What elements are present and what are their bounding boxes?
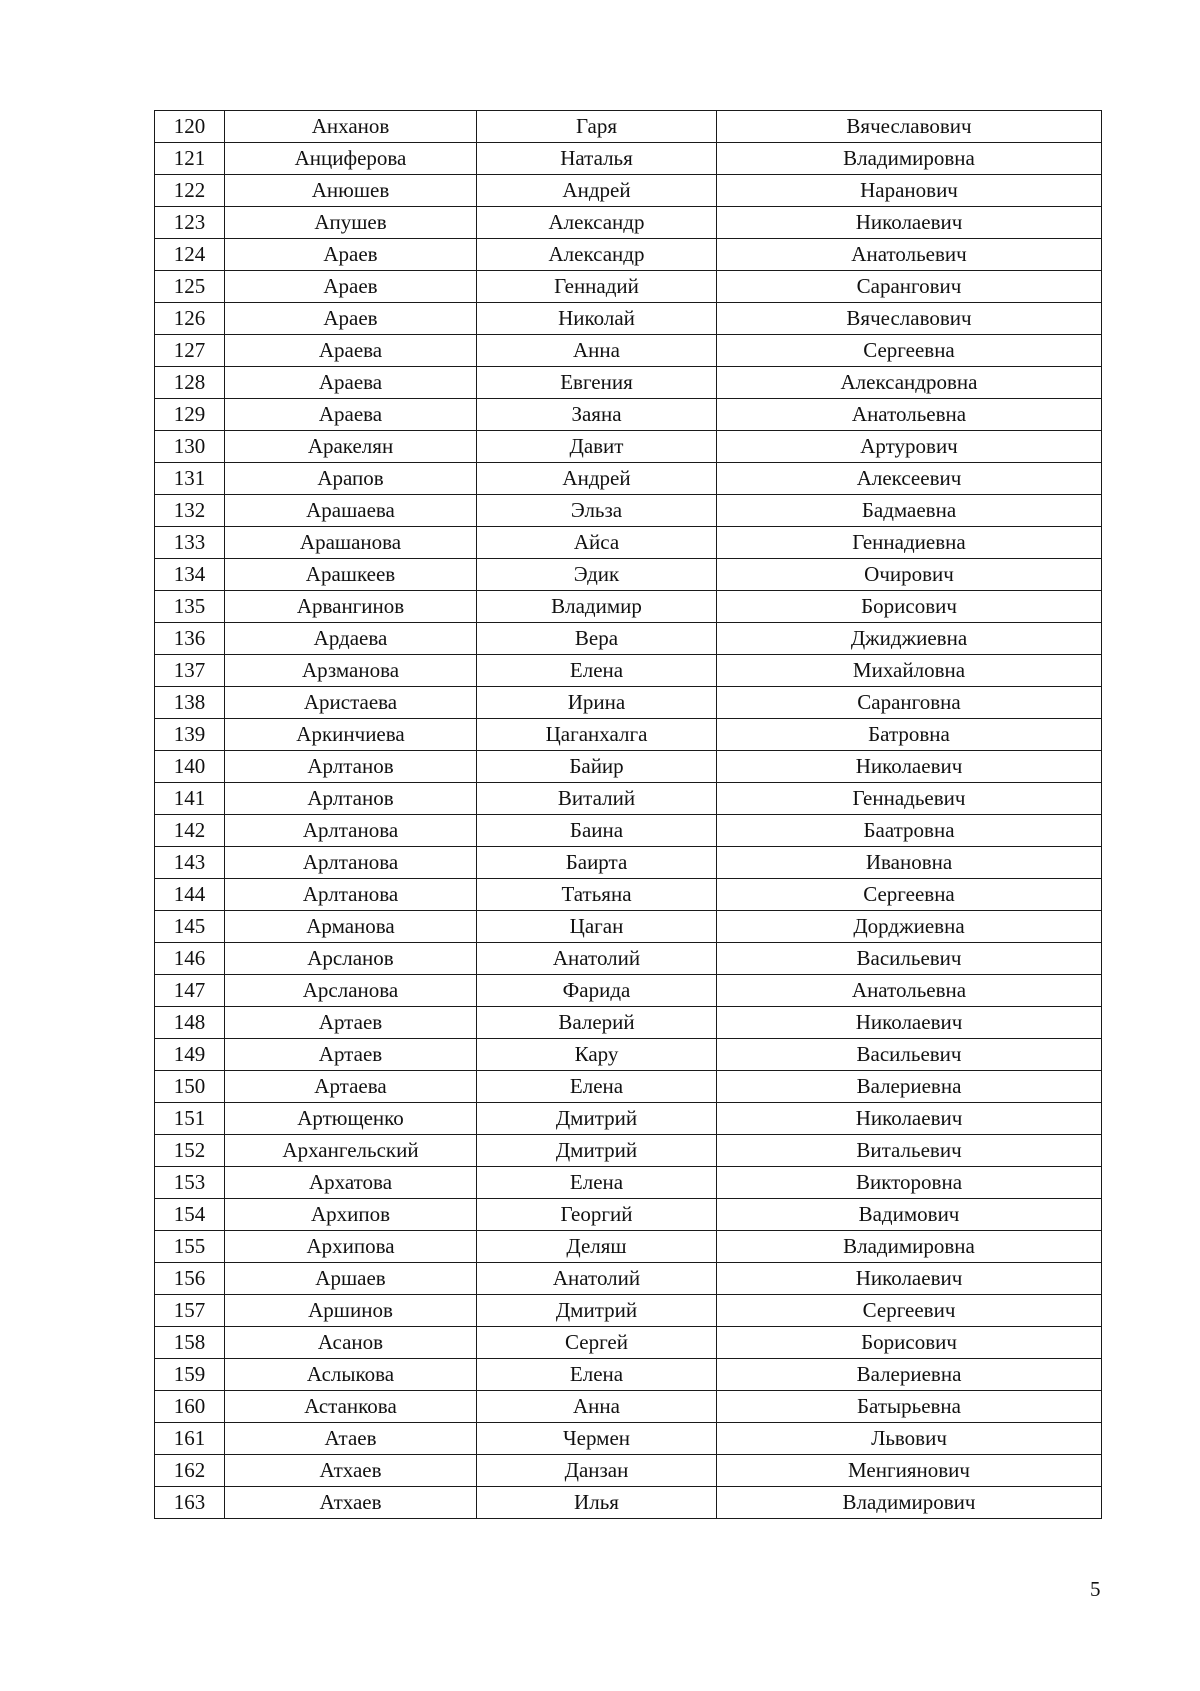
table-row <box>155 751 1102 783</box>
row-number-cell: 148 <box>155 1007 225 1039</box>
first-name-cell: Валерий <box>477 1007 717 1039</box>
patronymic-cell: Саранговна <box>717 687 1102 719</box>
first-name-cell: Александр <box>477 239 717 271</box>
first-name-cell: Николай <box>477 303 717 335</box>
name-list-table <box>154 110 1102 1519</box>
table-row <box>155 335 1102 367</box>
patronymic-cell: Сергеевна <box>717 879 1102 911</box>
first-name-cell: Давит <box>477 431 717 463</box>
table-row <box>155 463 1102 495</box>
first-name-cell: Чермен <box>477 1423 717 1455</box>
first-name-cell: Евгения <box>477 367 717 399</box>
row-number-cell: 147 <box>155 975 225 1007</box>
first-name-cell: Анна <box>477 1391 717 1423</box>
patronymic-cell: Николаевич <box>717 1007 1102 1039</box>
row-number-cell: 123 <box>155 207 225 239</box>
table-row <box>155 1455 1102 1487</box>
table-row <box>155 1071 1102 1103</box>
table-row <box>155 719 1102 751</box>
patronymic-cell: Менгиянович <box>717 1455 1102 1487</box>
patronymic-cell: Львович <box>717 1423 1102 1455</box>
patronymic-cell: Александровна <box>717 367 1102 399</box>
row-number-cell: 144 <box>155 879 225 911</box>
row-number-cell: 131 <box>155 463 225 495</box>
last-name-cell: Арвангинов <box>225 591 477 623</box>
row-number-cell: 152 <box>155 1135 225 1167</box>
last-name-cell: Араев <box>225 239 477 271</box>
last-name-cell: Арлтанов <box>225 783 477 815</box>
table-row <box>155 399 1102 431</box>
table-row <box>155 271 1102 303</box>
first-name-cell: Наталья <box>477 143 717 175</box>
last-name-cell: Араева <box>225 335 477 367</box>
patronymic-cell: Сарангович <box>717 271 1102 303</box>
row-number-cell: 134 <box>155 559 225 591</box>
table-row <box>155 431 1102 463</box>
patronymic-cell: Вячеславович <box>717 111 1102 143</box>
table-row <box>155 687 1102 719</box>
first-name-cell: Илья <box>477 1487 717 1519</box>
patronymic-cell: Николаевич <box>717 1103 1102 1135</box>
table-row <box>155 879 1102 911</box>
first-name-cell: Андрей <box>477 175 717 207</box>
row-number-cell: 126 <box>155 303 225 335</box>
table-row <box>155 1199 1102 1231</box>
table-row <box>155 239 1102 271</box>
last-name-cell: Аркинчиева <box>225 719 477 751</box>
row-number-cell: 136 <box>155 623 225 655</box>
table-row <box>155 1039 1102 1071</box>
row-number-cell: 127 <box>155 335 225 367</box>
row-number-cell: 143 <box>155 847 225 879</box>
last-name-cell: Арзманова <box>225 655 477 687</box>
patronymic-cell: Алексеевич <box>717 463 1102 495</box>
first-name-cell: Заяна <box>477 399 717 431</box>
patronymic-cell: Джиджиевна <box>717 623 1102 655</box>
table-row <box>155 1359 1102 1391</box>
table-row <box>155 111 1102 143</box>
first-name-cell: Дмитрий <box>477 1103 717 1135</box>
table-row <box>155 1103 1102 1135</box>
row-number-cell: 154 <box>155 1199 225 1231</box>
table-row <box>155 303 1102 335</box>
last-name-cell: Архипов <box>225 1199 477 1231</box>
patronymic-cell: Наранович <box>717 175 1102 207</box>
patronymic-cell: Николаевич <box>717 207 1102 239</box>
table-row <box>155 1167 1102 1199</box>
first-name-cell: Дмитрий <box>477 1295 717 1327</box>
last-name-cell: Астанкова <box>225 1391 477 1423</box>
patronymic-cell: Васильевич <box>717 943 1102 975</box>
last-name-cell: Архипова <box>225 1231 477 1263</box>
patronymic-cell: Геннадьевич <box>717 783 1102 815</box>
patronymic-cell: Валериевна <box>717 1359 1102 1391</box>
patronymic-cell: Васильевич <box>717 1039 1102 1071</box>
row-number-cell: 156 <box>155 1263 225 1295</box>
first-name-cell: Геннадий <box>477 271 717 303</box>
patronymic-cell: Батырьевна <box>717 1391 1102 1423</box>
table-row <box>155 207 1102 239</box>
first-name-cell: Татьяна <box>477 879 717 911</box>
patronymic-cell: Батровна <box>717 719 1102 751</box>
last-name-cell: Арманова <box>225 911 477 943</box>
first-name-cell: Анатолий <box>477 1263 717 1295</box>
last-name-cell: Арапов <box>225 463 477 495</box>
table-row <box>155 175 1102 207</box>
patronymic-cell: Очирович <box>717 559 1102 591</box>
table-row <box>155 1263 1102 1295</box>
patronymic-cell: Вячеславович <box>717 303 1102 335</box>
row-number-cell: 153 <box>155 1167 225 1199</box>
first-name-cell: Виталий <box>477 783 717 815</box>
last-name-cell: Аслыкова <box>225 1359 477 1391</box>
last-name-cell: Арашкеев <box>225 559 477 591</box>
first-name-cell: Байир <box>477 751 717 783</box>
table-row <box>155 1423 1102 1455</box>
last-name-cell: Атхаев <box>225 1487 477 1519</box>
patronymic-cell: Анатольевна <box>717 399 1102 431</box>
last-name-cell: Арлтанова <box>225 879 477 911</box>
first-name-cell: Андрей <box>477 463 717 495</box>
last-name-cell: Арсланова <box>225 975 477 1007</box>
first-name-cell: Анатолий <box>477 943 717 975</box>
patronymic-cell: Дорджиевна <box>717 911 1102 943</box>
last-name-cell: Арлтанова <box>225 815 477 847</box>
first-name-cell: Деляш <box>477 1231 717 1263</box>
table-row <box>155 1487 1102 1519</box>
last-name-cell: Аршинов <box>225 1295 477 1327</box>
table-row <box>155 1327 1102 1359</box>
row-number-cell: 151 <box>155 1103 225 1135</box>
first-name-cell: Баирта <box>477 847 717 879</box>
row-number-cell: 141 <box>155 783 225 815</box>
last-name-cell: Араева <box>225 399 477 431</box>
last-name-cell: Анциферова <box>225 143 477 175</box>
table-row <box>155 143 1102 175</box>
patronymic-cell: Владимировна <box>717 1231 1102 1263</box>
patronymic-cell: Валериевна <box>717 1071 1102 1103</box>
row-number-cell: 161 <box>155 1423 225 1455</box>
first-name-cell: Сергей <box>477 1327 717 1359</box>
row-number-cell: 157 <box>155 1295 225 1327</box>
table-row <box>155 591 1102 623</box>
table-row <box>155 815 1102 847</box>
row-number-cell: 159 <box>155 1359 225 1391</box>
patronymic-cell: Владимирович <box>717 1487 1102 1519</box>
table-row <box>155 1231 1102 1263</box>
table-row <box>155 559 1102 591</box>
first-name-cell: Кару <box>477 1039 717 1071</box>
row-number-cell: 120 <box>155 111 225 143</box>
table-row <box>155 1295 1102 1327</box>
patronymic-cell: Артурович <box>717 431 1102 463</box>
first-name-cell: Фарида <box>477 975 717 1007</box>
row-number-cell: 135 <box>155 591 225 623</box>
last-name-cell: Анюшев <box>225 175 477 207</box>
last-name-cell: Арашанова <box>225 527 477 559</box>
row-number-cell: 125 <box>155 271 225 303</box>
table-row <box>155 1007 1102 1039</box>
row-number-cell: 137 <box>155 655 225 687</box>
last-name-cell: Артющенко <box>225 1103 477 1135</box>
last-name-cell: Атхаев <box>225 1455 477 1487</box>
first-name-cell: Елена <box>477 655 717 687</box>
first-name-cell: Гаря <box>477 111 717 143</box>
patronymic-cell: Геннадиевна <box>717 527 1102 559</box>
table-row <box>155 943 1102 975</box>
first-name-cell: Эдик <box>477 559 717 591</box>
table-row <box>155 367 1102 399</box>
first-name-cell: Ирина <box>477 687 717 719</box>
first-name-cell: Цаган <box>477 911 717 943</box>
patronymic-cell: Михайловна <box>717 655 1102 687</box>
row-number-cell: 128 <box>155 367 225 399</box>
row-number-cell: 145 <box>155 911 225 943</box>
row-number-cell: 155 <box>155 1231 225 1263</box>
row-number-cell: 130 <box>155 431 225 463</box>
last-name-cell: Ардаева <box>225 623 477 655</box>
last-name-cell: Арсланов <box>225 943 477 975</box>
patronymic-cell: Витальевич <box>717 1135 1102 1167</box>
page-number: 5 <box>1090 1577 1101 1601</box>
row-number-cell: 129 <box>155 399 225 431</box>
first-name-cell: Айса <box>477 527 717 559</box>
last-name-cell: Архатова <box>225 1167 477 1199</box>
first-name-cell: Дмитрий <box>477 1135 717 1167</box>
last-name-cell: Араева <box>225 367 477 399</box>
last-name-cell: Артаев <box>225 1039 477 1071</box>
table-row <box>155 623 1102 655</box>
last-name-cell: Арлтанова <box>225 847 477 879</box>
patronymic-cell: Сергеевич <box>717 1295 1102 1327</box>
last-name-cell: Анханов <box>225 111 477 143</box>
first-name-cell: Данзан <box>477 1455 717 1487</box>
last-name-cell: Артаева <box>225 1071 477 1103</box>
patronymic-cell: Анатольевич <box>717 239 1102 271</box>
first-name-cell: Анна <box>477 335 717 367</box>
row-number-cell: 158 <box>155 1327 225 1359</box>
patronymic-cell: Анатольевна <box>717 975 1102 1007</box>
first-name-cell: Вера <box>477 623 717 655</box>
patronymic-cell: Владимировна <box>717 143 1102 175</box>
table-row <box>155 1391 1102 1423</box>
patronymic-cell: Николаевич <box>717 1263 1102 1295</box>
table-row <box>155 527 1102 559</box>
table-row <box>155 495 1102 527</box>
last-name-cell: Араев <box>225 271 477 303</box>
last-name-cell: Артаев <box>225 1007 477 1039</box>
patronymic-cell: Сергеевна <box>717 335 1102 367</box>
last-name-cell: Аршаев <box>225 1263 477 1295</box>
row-number-cell: 162 <box>155 1455 225 1487</box>
first-name-cell: Георгий <box>477 1199 717 1231</box>
last-name-cell: Аристаева <box>225 687 477 719</box>
row-number-cell: 150 <box>155 1071 225 1103</box>
patronymic-cell: Вадимович <box>717 1199 1102 1231</box>
patronymic-cell: Бадмаевна <box>717 495 1102 527</box>
row-number-cell: 149 <box>155 1039 225 1071</box>
name-list-body <box>155 111 1102 1519</box>
row-number-cell: 160 <box>155 1391 225 1423</box>
first-name-cell: Эльза <box>477 495 717 527</box>
patronymic-cell: Баатровна <box>717 815 1102 847</box>
last-name-cell: Арашаева <box>225 495 477 527</box>
patronymic-cell: Ивановна <box>717 847 1102 879</box>
table-row <box>155 911 1102 943</box>
patronymic-cell: Николаевич <box>717 751 1102 783</box>
row-number-cell: 163 <box>155 1487 225 1519</box>
first-name-cell: Елена <box>477 1167 717 1199</box>
table-row <box>155 975 1102 1007</box>
first-name-cell: Цаганхалга <box>477 719 717 751</box>
row-number-cell: 133 <box>155 527 225 559</box>
last-name-cell: Аракелян <box>225 431 477 463</box>
last-name-cell: Асанов <box>225 1327 477 1359</box>
first-name-cell: Елена <box>477 1359 717 1391</box>
row-number-cell: 146 <box>155 943 225 975</box>
row-number-cell: 140 <box>155 751 225 783</box>
patronymic-cell: Борисович <box>717 1327 1102 1359</box>
last-name-cell: Архангельский <box>225 1135 477 1167</box>
last-name-cell: Апушев <box>225 207 477 239</box>
row-number-cell: 139 <box>155 719 225 751</box>
patronymic-cell: Викторовна <box>717 1167 1102 1199</box>
first-name-cell: Елена <box>477 1071 717 1103</box>
first-name-cell: Баина <box>477 815 717 847</box>
last-name-cell: Атаев <box>225 1423 477 1455</box>
last-name-cell: Араев <box>225 303 477 335</box>
table-row <box>155 847 1102 879</box>
table-row <box>155 1135 1102 1167</box>
row-number-cell: 124 <box>155 239 225 271</box>
row-number-cell: 142 <box>155 815 225 847</box>
table-row <box>155 783 1102 815</box>
table-row <box>155 655 1102 687</box>
last-name-cell: Арлтанов <box>225 751 477 783</box>
row-number-cell: 132 <box>155 495 225 527</box>
patronymic-cell: Борисович <box>717 591 1102 623</box>
first-name-cell: Владимир <box>477 591 717 623</box>
row-number-cell: 138 <box>155 687 225 719</box>
first-name-cell: Александр <box>477 207 717 239</box>
row-number-cell: 121 <box>155 143 225 175</box>
row-number-cell: 122 <box>155 175 225 207</box>
